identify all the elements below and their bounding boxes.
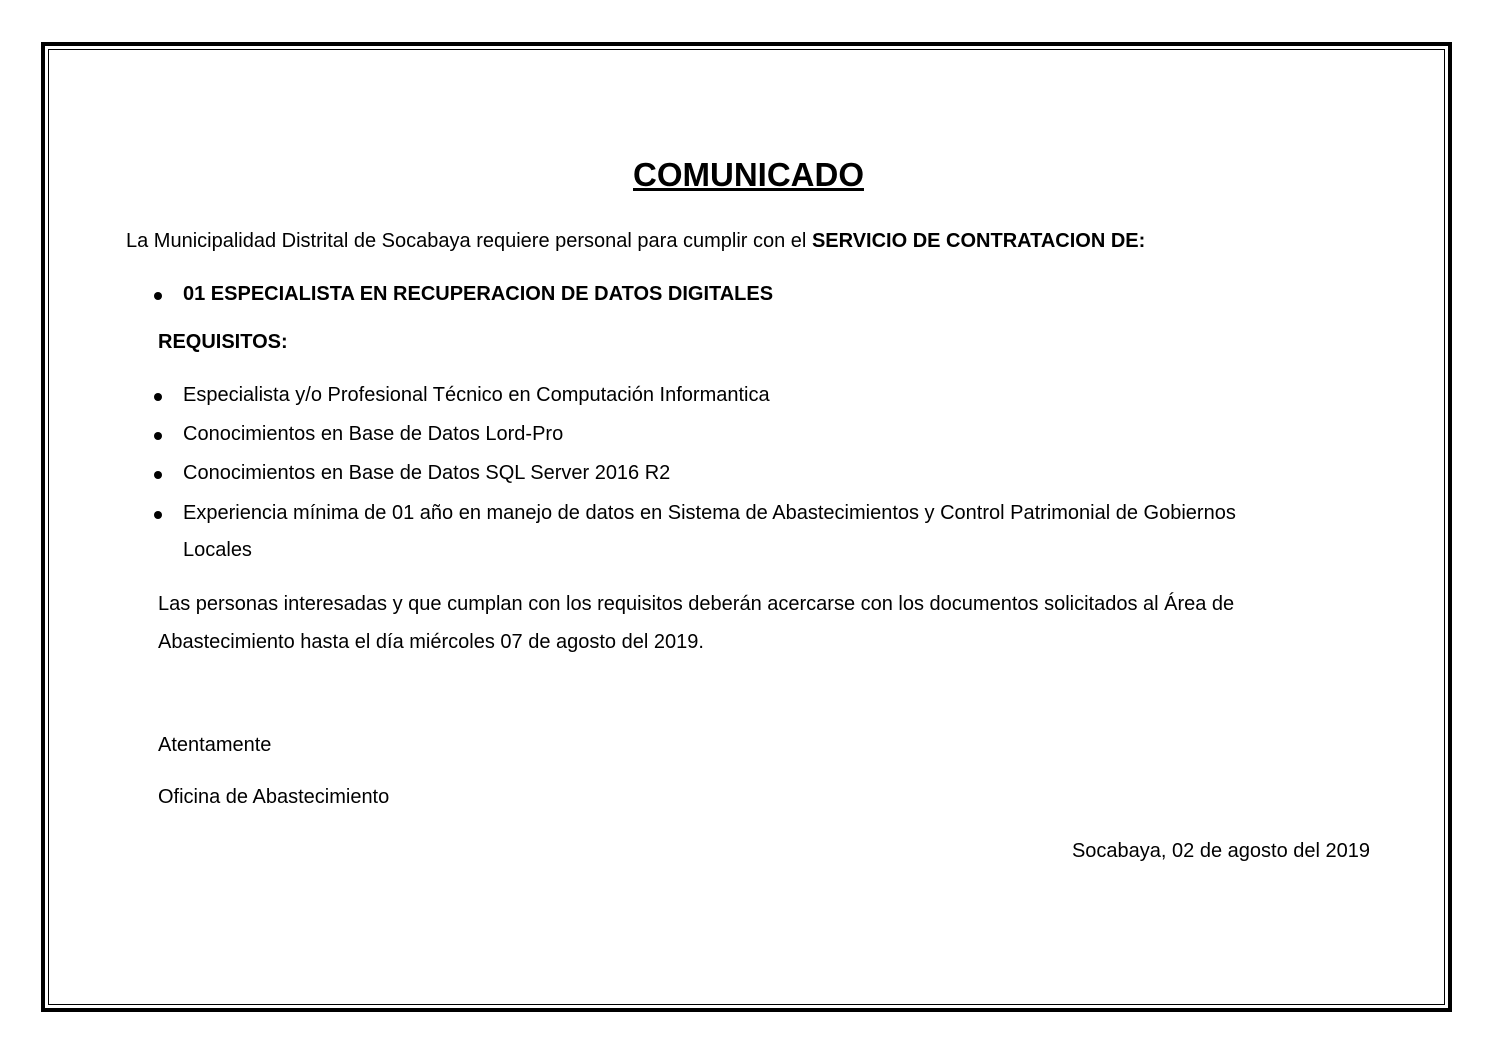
intro-bold-text: SERVICIO DE CONTRATACION DE: — [811, 230, 1146, 252]
requirement-item: Conocimientos en Base de Datos SQL Server 2016 R2 — [183, 462, 671, 484]
place-date: Socabaya, 02 de agosto del 2019 — [1071, 840, 1370, 862]
closing-salutation: Atentamente — [158, 734, 272, 756]
intro-paragraph — [126, 222, 1145, 260]
bullet-icon — [154, 511, 162, 519]
requirement-item: Conocimientos en Base de Datos Lord-Pro — [183, 423, 564, 445]
position-title: 01 ESPECIALISTA EN RECUPERACION DE DATOS DIGITALES — [183, 283, 774, 305]
intro-text: La Municipalidad Distrital de Socabaya requiere personal para cumplir con el — [126, 230, 812, 252]
bullet-icon — [154, 393, 162, 401]
bullet-icon — [154, 471, 162, 479]
requirement-item: Experiencia mínima de 01 año en manejo de datos en Sistema de Abastecimientos y Control Patrimonial de Gobiernos — [183, 502, 1236, 524]
requirements-heading: REQUISITOS: — [158, 331, 288, 353]
instructions-line-1: Las personas interesadas y que cumplan con los requisitos deberán acercarse con los documentos solicitados al Área de — [158, 593, 1235, 615]
bullet-icon — [154, 292, 162, 300]
bullet-icon — [154, 432, 162, 440]
office-signature: Oficina de Abastecimiento — [158, 786, 390, 808]
document-title: COMUNICADO — [633, 156, 864, 193]
requirement-item: Especialista y/o Profesional Técnico en Computación Informantica — [183, 384, 770, 406]
instructions-line-2: Abastecimiento hasta el día miércoles 07 de agosto del 2019. — [158, 631, 704, 653]
requirement-item-continuation: Locales — [183, 539, 252, 561]
